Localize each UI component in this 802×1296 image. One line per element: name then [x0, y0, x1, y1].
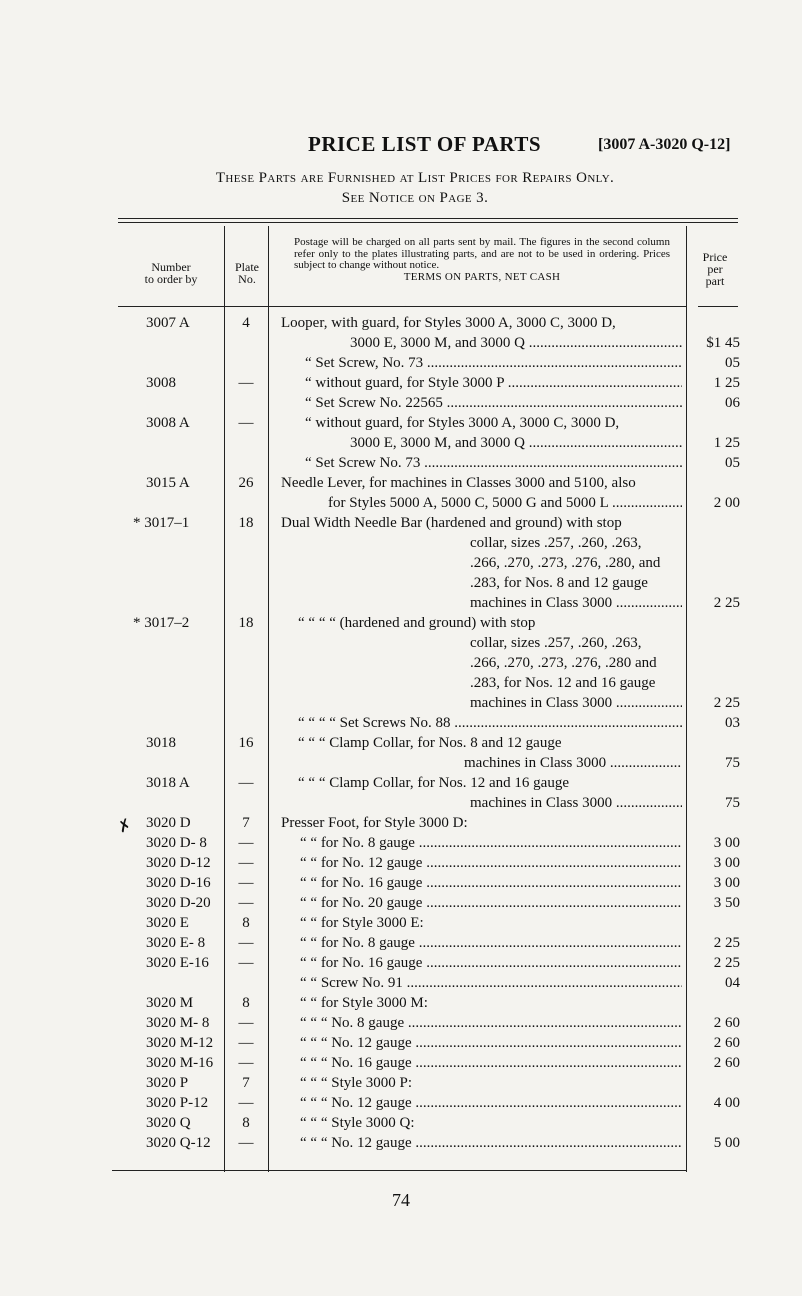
table-row — [0, 853, 802, 873]
part-description: .266, .270, .273, .276, .280, and — [470, 555, 661, 571]
table-top-rule-2 — [118, 222, 738, 223]
part-description: “ “ “ No. 12 gauge ..... — [300, 1033, 682, 1053]
table-row — [0, 1133, 802, 1153]
part-description: “ “ for No. 12 gauge ..... — [300, 853, 682, 873]
part-description: 3000 E, 3000 M, and 3000 Q ..... — [350, 333, 682, 353]
part-price: 5 00 — [713, 1135, 740, 1151]
part-number: 3020 D- 8 — [146, 835, 207, 851]
table-row — [0, 413, 802, 433]
table-row — [0, 473, 802, 493]
table-row — [0, 333, 802, 353]
part-description: Needle Lever, for machines in Classes 3000 and 5100, also — [281, 475, 636, 491]
part-number: 3020 E — [146, 915, 189, 931]
part-price: 75 — [725, 755, 740, 771]
part-number: 3018 A — [146, 775, 190, 791]
table-row — [0, 953, 802, 973]
table-row — [0, 793, 802, 813]
subtitle-line-2: See Notice on Page 3. — [341, 190, 489, 206]
part-price: 3 50 — [713, 895, 740, 911]
part-description: “ without guard, for Style 3000 P ..... — [305, 373, 682, 393]
part-description: “ “ “ Style 3000 Q: — [300, 1115, 415, 1131]
table-row — [0, 713, 802, 733]
part-price: 2 60 — [713, 1035, 740, 1051]
part-number: 3020 M- 8 — [146, 1015, 210, 1031]
table-row — [0, 693, 802, 713]
header-bottom-rule-price — [698, 306, 738, 307]
part-price: 2 25 — [713, 595, 740, 611]
table-bottom-rule — [112, 1170, 686, 1171]
part-price: 4 00 — [713, 1095, 740, 1111]
table-row — [0, 993, 802, 1013]
part-price: 1 25 — [713, 375, 740, 391]
part-number: 3020 D — [146, 815, 191, 831]
part-number: 3015 A — [146, 475, 190, 491]
header-bottom-rule-number — [118, 306, 224, 307]
plate-number: — — [238, 375, 254, 391]
part-description: machines in Class 3000 ..... — [470, 693, 682, 713]
part-number: 3020 M-12 — [146, 1035, 214, 1051]
plate-number: 18 — [238, 615, 254, 631]
plate-number: 4 — [242, 315, 250, 331]
table-row — [0, 613, 802, 633]
table-row — [0, 1113, 802, 1133]
part-description: “ Set Screw, No. 73 ..... — [305, 353, 682, 373]
plate-number: — — [238, 955, 254, 971]
table-row — [0, 513, 802, 533]
part-description: “ “ for No. 16 gauge ..... — [300, 953, 682, 973]
part-number: 3020 Q-12 — [146, 1135, 211, 1151]
table-row — [0, 393, 802, 413]
plate-number: — — [238, 935, 254, 951]
table-row — [0, 773, 802, 793]
table-row — [0, 1073, 802, 1093]
table-row — [0, 733, 802, 753]
part-description: “ “ for No. 20 gauge ..... — [300, 893, 682, 913]
part-description: “ “ for Style 3000 M: — [300, 995, 428, 1011]
part-price: 2 60 — [713, 1055, 740, 1071]
plate-number: — — [238, 1015, 254, 1031]
table-row — [0, 913, 802, 933]
part-description: “ “ “ Clamp Collar, for Nos. 8 and 12 gauge — [298, 735, 562, 751]
part-description: “ Set Screw No. 22565 ..... — [305, 393, 682, 413]
part-price: 3 00 — [713, 875, 740, 891]
part-price: $1 45 — [706, 335, 740, 351]
part-description: “ “ “ No. 12 gauge ..... — [300, 1093, 682, 1113]
plate-number: 8 — [242, 995, 250, 1011]
table-row — [0, 893, 802, 913]
part-number: 3007 A — [146, 315, 190, 331]
column-header-number: Number to order by — [144, 260, 198, 286]
postage-notice: Postage will be charged on all parts sent by mail. The figures in the second column refer only to the plates illustrating parts, and are not to be used in ordering. Prices subject to change without notice. — [294, 236, 670, 271]
part-description: machines in Class 3000 ..... — [470, 593, 682, 613]
plate-number: — — [238, 1095, 254, 1111]
part-description: “ “ “ No. 16 gauge ..... — [300, 1053, 682, 1073]
plate-number: 8 — [242, 915, 250, 931]
plate-number: — — [238, 855, 254, 871]
part-description: “ “ “ Style 3000 P: — [300, 1075, 413, 1091]
part-range-code: [3007 A-3020 Q-12] — [598, 136, 731, 153]
table-row — [0, 1053, 802, 1073]
table-row — [0, 753, 802, 773]
table-row — [0, 373, 802, 393]
part-description: Dual Width Needle Bar (hardened and ground) with stop — [281, 515, 622, 531]
table-row — [0, 313, 802, 333]
plate-number: 7 — [242, 815, 250, 831]
plate-number: — — [238, 1035, 254, 1051]
part-number: 3020 E- 8 — [146, 935, 206, 951]
part-description: “ “ for No. 8 gauge ..... — [300, 933, 682, 953]
table-row — [0, 1013, 802, 1033]
part-price: 2 25 — [713, 935, 740, 951]
part-price: 2 00 — [713, 495, 740, 511]
part-description: .283, for Nos. 12 and 16 gauge — [470, 675, 656, 691]
part-description: Looper, with guard, for Styles 3000 A, 3000 C, 3000 D, — [281, 315, 616, 331]
table-row — [0, 573, 802, 593]
plate-number: — — [238, 1135, 254, 1151]
part-price: 2 25 — [713, 955, 740, 971]
part-description: “ “ “ No. 12 gauge ..... — [300, 1133, 682, 1153]
table-row — [0, 1093, 802, 1113]
plate-number: — — [238, 1055, 254, 1071]
table-top-rule — [118, 218, 738, 219]
part-price: 2 60 — [713, 1015, 740, 1031]
part-description: machines in Class 3000 ..... — [464, 753, 682, 773]
plate-number: 7 — [242, 1075, 250, 1091]
table-row — [0, 933, 802, 953]
column-header-price: Price per part — [702, 250, 728, 288]
part-number: 3020 P-12 — [146, 1095, 209, 1111]
part-number: 3020 D-12 — [146, 855, 211, 871]
terms-note: TERMS ON PARTS, NET CASH — [403, 270, 561, 283]
plate-number: 16 — [238, 735, 254, 751]
part-description: .266, .270, .273, .276, .280 and — [470, 655, 657, 671]
part-price: 2 25 — [713, 695, 740, 711]
part-description: “ “ “ “ (hardened and ground) with stop — [298, 615, 536, 631]
part-number: 3020 M — [146, 995, 194, 1011]
part-number: * 3017–1 — [133, 515, 190, 531]
plate-number: — — [238, 875, 254, 891]
plate-number: — — [238, 775, 254, 791]
part-description: “ “ for No. 16 gauge ..... — [300, 873, 682, 893]
table-row — [0, 1033, 802, 1053]
table-row — [0, 533, 802, 553]
part-price: 03 — [725, 715, 740, 731]
part-price: 3 00 — [713, 835, 740, 851]
part-price: 05 — [725, 455, 740, 471]
part-description: “ Set Screw No. 73 ..... — [305, 453, 682, 473]
plate-number: — — [238, 835, 254, 851]
part-description: “ “ for No. 8 gauge ..... — [300, 833, 682, 853]
part-price: 75 — [725, 795, 740, 811]
part-description: .283, for Nos. 8 and 12 gauge — [470, 575, 648, 591]
part-description: “ without guard, for Styles 3000 A, 3000 C, 3000 D, — [305, 415, 620, 431]
table-row — [0, 633, 802, 653]
subtitle-line-1: These Parts are Furnished at List Prices for Repairs Only. — [215, 170, 615, 186]
table-row — [0, 833, 802, 853]
part-price: 06 — [725, 395, 740, 411]
table-row — [0, 593, 802, 613]
table-row — [0, 493, 802, 513]
part-number: 3020 D-16 — [146, 875, 211, 891]
part-number: 3020 D-20 — [146, 895, 211, 911]
table-row — [0, 353, 802, 373]
column-header-notice — [294, 237, 670, 283]
hand-mark: ✗ — [115, 815, 135, 837]
column-header-plate: Plate No. — [235, 260, 259, 286]
plate-number: 8 — [242, 1115, 250, 1131]
table-row — [0, 553, 802, 573]
part-description: “ “ “ Clamp Collar, for Nos. 12 and 16 gauge — [298, 775, 569, 791]
plate-number: — — [238, 895, 254, 911]
part-price: 1 25 — [713, 435, 740, 451]
table-row — [0, 873, 802, 893]
part-description: “ “ for Style 3000 E: — [300, 915, 424, 931]
table-row — [0, 653, 802, 673]
plate-number: — — [238, 415, 254, 431]
part-price: 05 — [725, 355, 740, 371]
part-description: for Styles 5000 A, 5000 C, 5000 G and 5000 L ..... — [328, 493, 682, 513]
part-description: collar, sizes .257, .260, .263, — [470, 535, 642, 551]
part-number: * 3017–2 — [133, 615, 190, 631]
part-number: 3020 P — [146, 1075, 189, 1091]
table-row — [0, 973, 802, 993]
table-row — [0, 453, 802, 473]
plate-number: 18 — [238, 515, 254, 531]
part-number: 3008 — [146, 375, 176, 391]
part-number: 3020 E-16 — [146, 955, 209, 971]
page-title: PRICE LIST OF PARTS — [308, 132, 542, 156]
part-number: 3008 A — [146, 415, 190, 431]
table-row — [0, 433, 802, 453]
part-description: 3000 E, 3000 M, and 3000 Q ..... — [350, 433, 682, 453]
page-number: 74 — [392, 1190, 410, 1210]
part-description: machines in Class 3000 ..... — [470, 793, 682, 813]
header-bottom-rule-plate — [224, 306, 268, 307]
part-price: 04 — [725, 975, 740, 991]
part-description: collar, sizes .257, .260, .263, — [470, 635, 642, 651]
header-bottom-rule-desc — [268, 306, 686, 307]
part-price: 3 00 — [713, 855, 740, 871]
plate-number: 26 — [238, 475, 254, 491]
part-number: 3018 — [146, 735, 176, 751]
part-number: 3020 Q — [146, 1115, 191, 1131]
table-row — [0, 673, 802, 693]
part-description: “ “ Screw No. 91 ..... — [300, 973, 682, 993]
part-description: “ “ “ No. 8 gauge ..... — [300, 1013, 682, 1033]
part-number: 3020 M-16 — [146, 1055, 214, 1071]
part-description: “ “ “ “ Set Screws No. 88 ..... — [298, 713, 682, 733]
part-description: Presser Foot, for Style 3000 D: — [281, 815, 468, 831]
